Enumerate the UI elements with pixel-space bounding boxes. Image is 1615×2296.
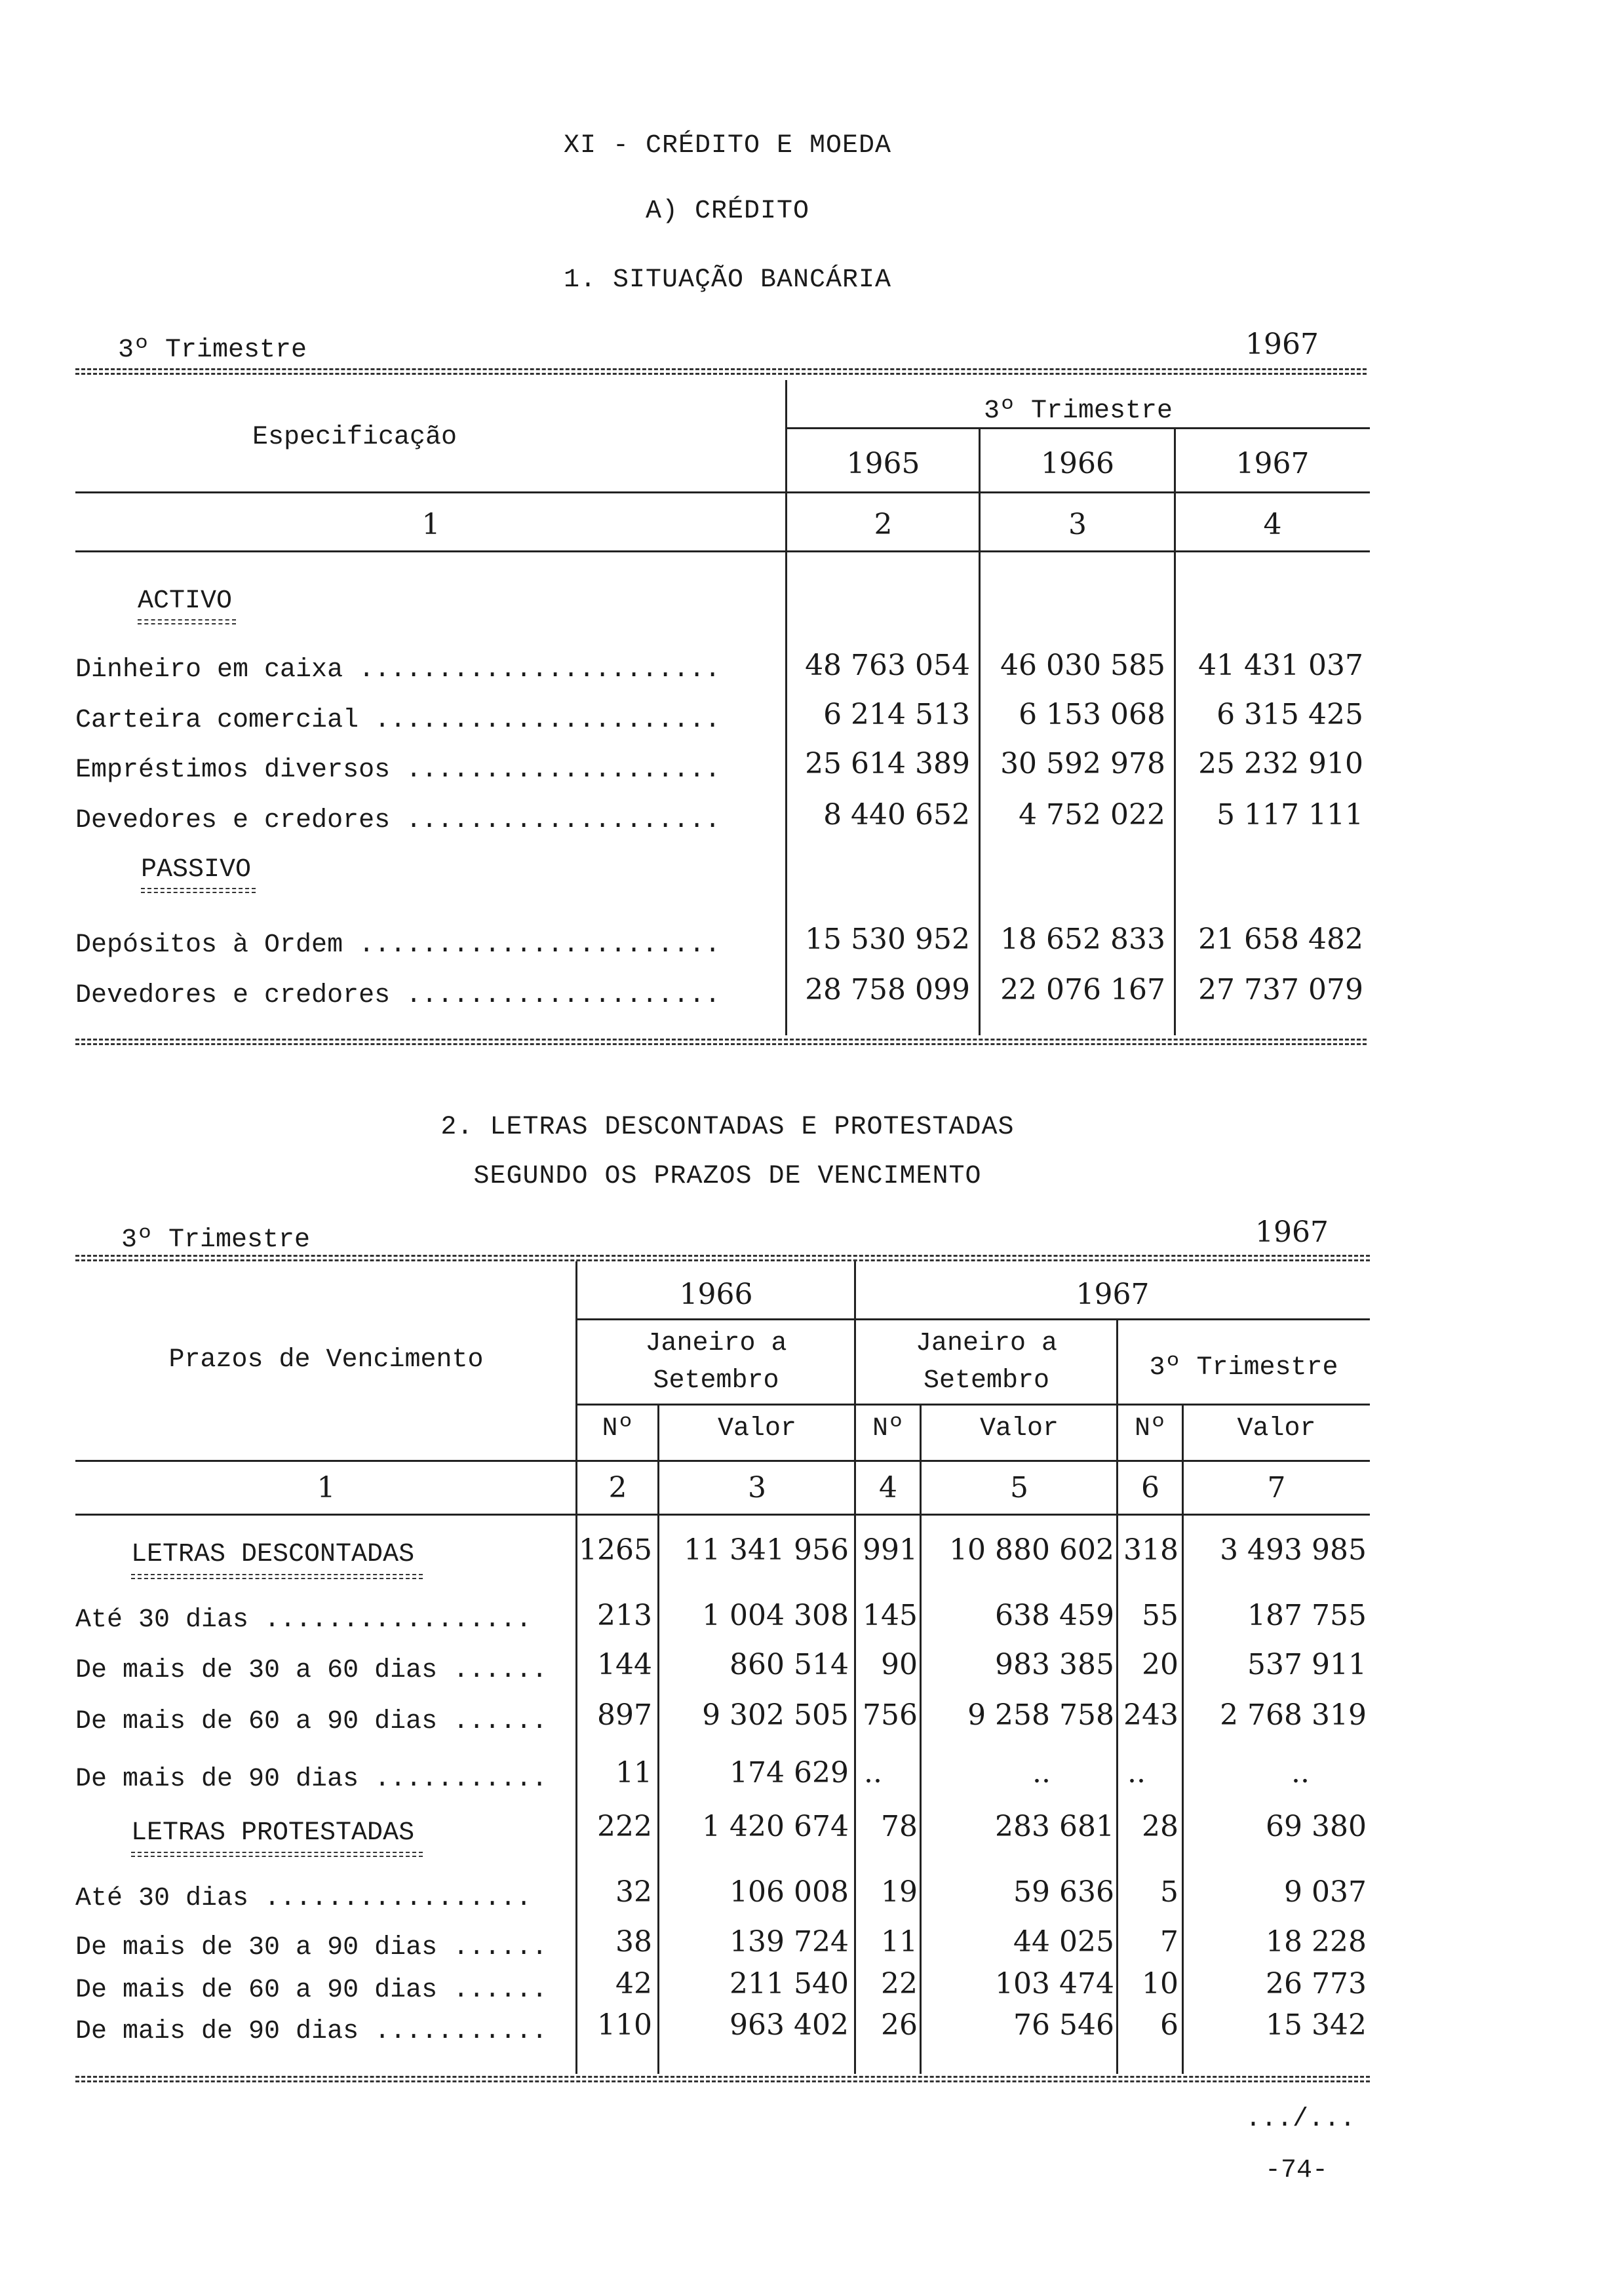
row-label: Devedores e credores .................... — [75, 806, 721, 835]
table2-header-rule — [75, 1460, 1370, 1462]
table1-colnum-2: 2 — [874, 508, 893, 541]
table2-valor-2: Valor — [979, 1414, 1059, 1444]
cell-no-1966: 222 — [597, 1810, 652, 1843]
row-label: De mais de 60 a 90 dias ...... — [75, 1976, 548, 2005]
table1-group-header: 3º Trimestre — [983, 396, 1173, 426]
table2-protestadas-underline — [131, 1852, 423, 1857]
cell-valor-1966: 9 302 505 — [702, 1698, 849, 1732]
cell-no-1966: 42 — [615, 1967, 652, 2000]
section2-heading-1: 2. LETRAS DESCONTADAS E PROTESTADAS — [440, 1113, 1015, 1142]
table2-jan-1966-line1: Janeiro a — [645, 1329, 787, 1358]
table2-jan-1967-line1: Janeiro a — [915, 1329, 1058, 1358]
table2-valor-1: Valor — [717, 1414, 797, 1444]
table1-section-activo: ACTIVO — [138, 586, 233, 616]
cell-valor-1967: 76 546 — [1013, 2008, 1114, 2042]
cell-valor-1967: 638 459 — [995, 1599, 1114, 1632]
table2-colnum-4: 4 — [879, 1471, 897, 1504]
cell-no-trim: 6 — [1160, 2008, 1178, 2042]
value-1965: 28 758 099 — [805, 973, 970, 1006]
table2-valor-3: Valor — [1237, 1414, 1316, 1444]
table2-period-right: 1967 — [1255, 1215, 1329, 1249]
row-label: De mais de 90 dias ........... — [75, 1765, 548, 1794]
value-1966: 46 030 585 — [1000, 649, 1165, 682]
cell-no-trim: 318 — [1123, 1533, 1178, 1567]
table1-colnum-3: 3 — [1068, 508, 1087, 541]
cell-no-1966: 32 — [615, 1875, 652, 1909]
table2-col-prazos: Prazos de Vencimento — [168, 1345, 484, 1375]
value-1967: 5 117 111 — [1216, 798, 1363, 832]
cell-valor-trim: 537 911 — [1247, 1648, 1367, 1681]
cell-no-1967: 145 — [863, 1599, 918, 1632]
value-1967: 25 232 910 — [1198, 747, 1363, 780]
value-1966: 18 652 833 — [1000, 923, 1165, 956]
table1-section-passivo: PASSIVO — [141, 855, 252, 885]
table1-bottom-rule — [75, 1039, 1367, 1045]
table2-bottom-rule — [75, 2076, 1370, 2082]
cell-valor-1966: 174 629 — [730, 1756, 849, 1789]
cell-no-1967: 90 — [881, 1648, 918, 1681]
table2-no-1: Nº — [602, 1414, 634, 1444]
cell-no-1966: 1265 — [579, 1533, 652, 1567]
cell-valor-1966: 106 008 — [730, 1875, 849, 1909]
cell-no-trim: 20 — [1142, 1648, 1178, 1681]
table2-colnum-rule — [75, 1514, 1370, 1516]
cell-valor-1967: .. — [1032, 1756, 1051, 1789]
table1-col-spec: Especificação — [252, 423, 457, 452]
table1-top-rule — [75, 368, 1367, 375]
table2-colnum-1: 1 — [317, 1471, 336, 1504]
cell-no-trim: 243 — [1123, 1698, 1178, 1732]
cell-valor-trim: 9 037 — [1284, 1875, 1367, 1909]
table1-year-1967: 1967 — [1236, 447, 1310, 480]
cell-valor-trim: 15 342 — [1266, 2008, 1367, 2042]
cell-valor-1966: 139 724 — [730, 1925, 849, 1959]
row-label: Até 30 dias ................. — [75, 1884, 532, 1913]
row-label: Carteira comercial ...................... — [75, 706, 721, 735]
cell-no-1967: 11 — [881, 1925, 918, 1959]
page-number: -74- — [1265, 2156, 1329, 2185]
cell-no-1967: 991 — [863, 1533, 918, 1567]
continuation-mark: .../... — [1245, 2105, 1356, 2134]
cell-no-1966: 213 — [597, 1599, 652, 1632]
cell-valor-1967: 44 025 — [1013, 1925, 1114, 1959]
cell-no-1967: 19 — [881, 1875, 918, 1909]
table2-colnum-3: 3 — [748, 1471, 766, 1504]
value-1966: 22 076 167 — [1000, 973, 1165, 1006]
cell-valor-1966: 1 004 308 — [702, 1599, 849, 1632]
cell-no-1966: 897 — [597, 1698, 652, 1732]
table2-period-left: 3º Trimestre — [121, 1225, 311, 1255]
sub-heading: A) CRÉDITO — [645, 197, 810, 226]
row-label: De mais de 30 a 60 dias ...... — [75, 1656, 548, 1685]
cell-no-trim: 5 — [1160, 1875, 1178, 1909]
row-label-section: LETRAS PROTESTADAS — [131, 1818, 415, 1848]
value-1965: 15 530 952 — [805, 923, 970, 956]
table1-year-1966: 1966 — [1041, 447, 1114, 480]
cell-no-1966: 11 — [615, 1756, 652, 1789]
section2-heading-2: SEGUNDO OS PRAZOS DE VENCIMENTO — [473, 1162, 982, 1191]
cell-no-trim: 10 — [1142, 1967, 1178, 2000]
table2-no-3: Nº — [1134, 1414, 1166, 1444]
value-1965: 25 614 389 — [805, 747, 970, 780]
cell-valor-trim: 3 493 985 — [1220, 1533, 1367, 1567]
row-label: De mais de 30 a 90 dias ...... — [75, 1933, 548, 1962]
row-label: Empréstimos diversos .................... — [75, 756, 721, 785]
table2-colnum-5: 5 — [1010, 1471, 1028, 1504]
table1-period-right: 1967 — [1245, 328, 1319, 361]
cell-no-1967: 26 — [881, 2008, 918, 2042]
table1-year-1965: 1965 — [846, 447, 920, 480]
cell-valor-trim: 187 755 — [1247, 1599, 1367, 1632]
section1-heading: 1. SITUAÇÃO BANCÁRIA — [563, 265, 892, 295]
cell-valor-trim: 2 768 319 — [1220, 1698, 1367, 1732]
cell-valor-1966: 11 341 956 — [684, 1533, 849, 1567]
cell-valor-trim: 69 380 — [1266, 1810, 1367, 1843]
table1-passivo-underline — [141, 888, 256, 893]
value-1965: 8 440 652 — [823, 798, 970, 832]
cell-valor-1966: 963 402 — [730, 2008, 849, 2042]
value-1966: 4 752 022 — [1019, 798, 1165, 832]
table2-year-1966: 1966 — [679, 1278, 753, 1311]
cell-no-1967: 78 — [881, 1810, 918, 1843]
cell-no-trim: 55 — [1142, 1599, 1178, 1632]
table1-colnum-4: 4 — [1263, 508, 1282, 541]
table2-colnum-2: 2 — [608, 1471, 627, 1504]
table2-no-2: Nº — [872, 1414, 904, 1444]
table2-vline-3 — [1116, 1318, 1118, 2074]
value-1967: 6 315 425 — [1216, 698, 1363, 731]
table2-colnum-7: 7 — [1267, 1471, 1286, 1504]
table2-trimestre: 3º Trimestre — [1149, 1353, 1338, 1383]
value-1965: 6 214 513 — [823, 698, 970, 731]
table1-colnum-1: 1 — [421, 508, 440, 541]
cell-valor-1967: 283 681 — [995, 1810, 1114, 1843]
table2-colnum-6: 6 — [1141, 1471, 1159, 1504]
table2-top-rule — [75, 1255, 1370, 1261]
cell-valor-1967: 103 474 — [995, 1967, 1114, 2000]
cell-valor-1967: 983 385 — [995, 1648, 1114, 1681]
cell-valor-1966: 211 540 — [730, 1967, 849, 2000]
cell-no-1966: 38 — [615, 1925, 652, 1959]
row-label-section: LETRAS DESCONTADAS — [131, 1540, 415, 1569]
table1-activo-underline — [138, 619, 236, 624]
value-1965: 48 763 054 — [805, 649, 970, 682]
row-label: Depósitos à Ordem ....................... — [75, 930, 721, 960]
table2-year-rule — [577, 1318, 1370, 1320]
value-1967: 41 431 037 — [1198, 649, 1363, 682]
cell-no-1967: .. — [864, 1756, 882, 1789]
row-label: Devedores e credores .................... — [75, 981, 721, 1010]
value-1967: 27 737 079 — [1198, 973, 1363, 1006]
cell-no-1967: 22 — [881, 1967, 918, 2000]
cell-no-1967: 756 — [863, 1698, 918, 1732]
cell-valor-trim: 18 228 — [1266, 1925, 1367, 1959]
cell-valor-1967: 10 880 602 — [949, 1533, 1114, 1567]
row-label: De mais de 60 a 90 dias ...... — [75, 1707, 548, 1736]
row-label: Até 30 dias ................. — [75, 1605, 532, 1635]
value-1966: 30 592 978 — [1000, 747, 1165, 780]
cell-no-1966: 144 — [597, 1648, 652, 1681]
table2-descontadas-underline — [131, 1574, 423, 1579]
row-label: De mais de 90 dias ........... — [75, 2017, 548, 2046]
cell-valor-trim: .. — [1291, 1756, 1310, 1789]
table2-subheader-rule — [577, 1404, 1370, 1406]
cell-no-trim: 7 — [1160, 1925, 1178, 1959]
value-1967: 21 658 482 — [1198, 923, 1363, 956]
table1-period-left: 3º Trimestre — [118, 335, 307, 365]
cell-valor-1966: 860 514 — [730, 1648, 849, 1681]
table1-group-rule — [787, 427, 1370, 429]
value-1966: 6 153 068 — [1019, 698, 1165, 731]
main-heading: XI - CRÉDITO E MOEDA — [563, 131, 892, 161]
table2-jan-1966-line2: Setembro — [653, 1366, 779, 1396]
table2-year-1967: 1967 — [1076, 1278, 1150, 1311]
cell-valor-trim: 26 773 — [1266, 1967, 1367, 2000]
cell-no-trim: 28 — [1142, 1810, 1178, 1843]
cell-no-1966: 110 — [597, 2008, 652, 2042]
cell-valor-1966: 1 420 674 — [702, 1810, 849, 1843]
table2-jan-1967-line2: Setembro — [923, 1366, 1050, 1396]
row-label: Dinheiro em caixa ....................... — [75, 655, 721, 685]
cell-valor-1967: 9 258 758 — [967, 1698, 1114, 1732]
cell-no-trim: .. — [1127, 1756, 1146, 1789]
cell-valor-1967: 59 636 — [1013, 1875, 1114, 1909]
